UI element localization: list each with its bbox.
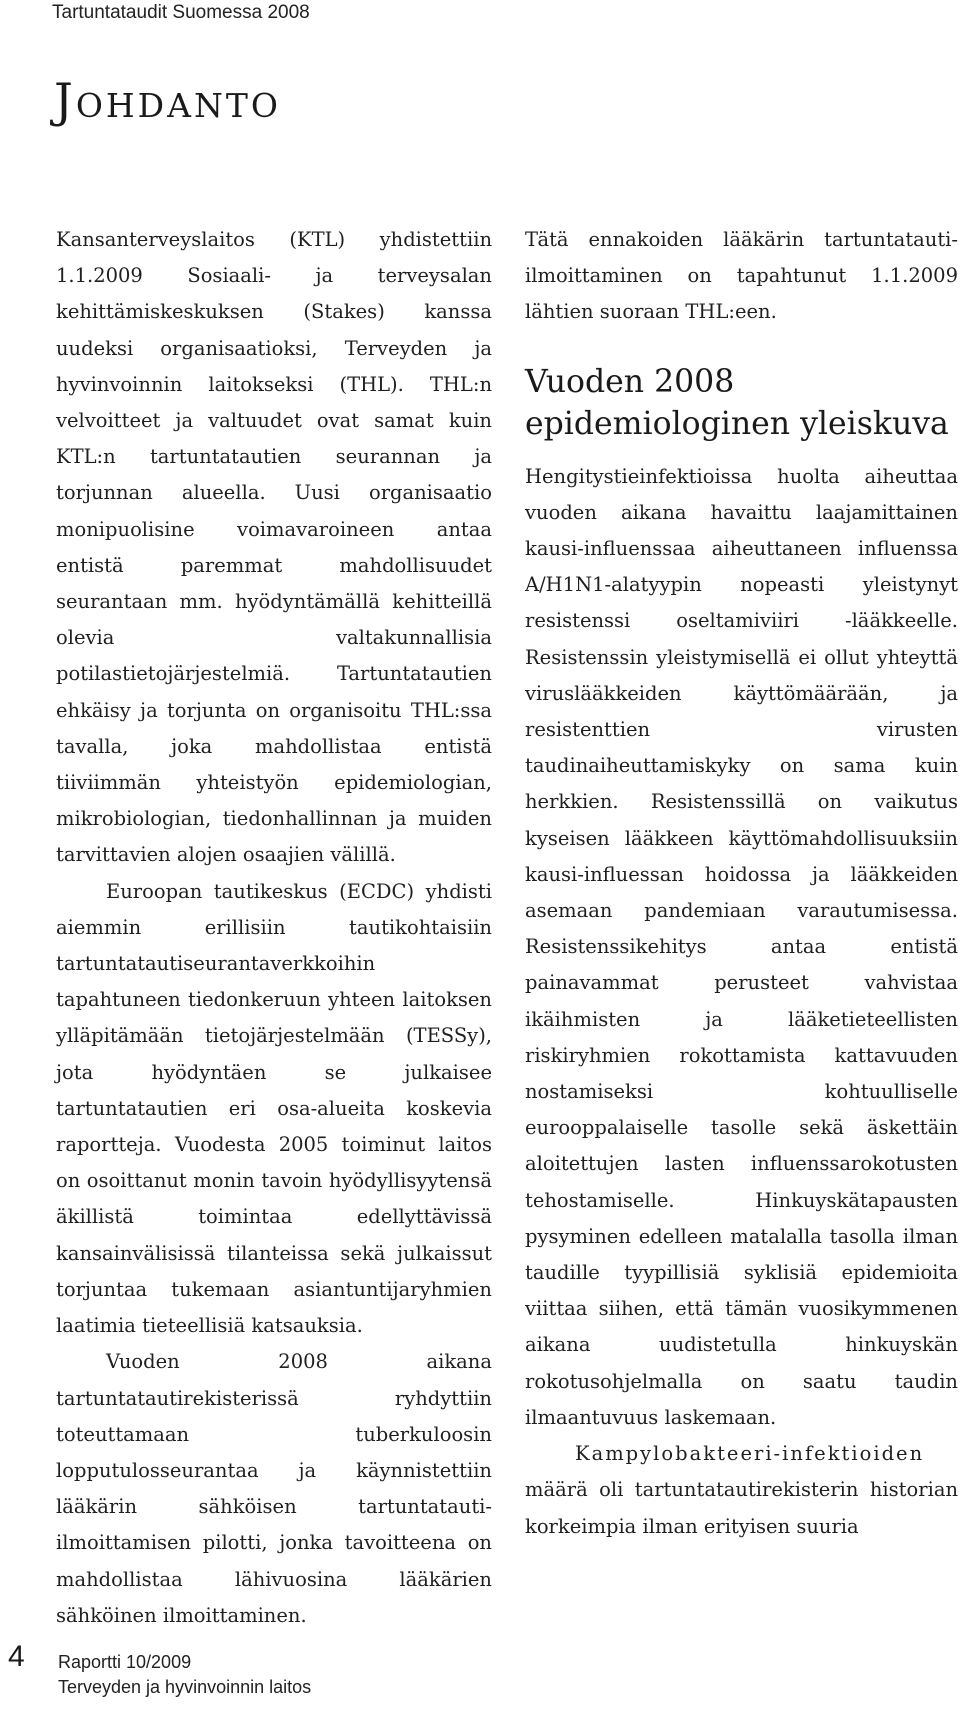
emphasized-lead: Kampylobakteeri-infektioiden bbox=[575, 1442, 925, 1466]
footer-institute: Terveyden ja hyvinvoinnin laitos bbox=[58, 1677, 312, 1697]
paragraph-text: määrä oli tartuntatautirekisterin historian korkeimpia ilman erityisen suuria bbox=[525, 1478, 958, 1538]
body-paragraph: Hengitystieinfektioissa huolta aiheuttaa vuoden aikana havaittu laajamittainen kausi-influenssaa aiheuttaneen influenssa A/H1N1-alatyypin nopeasti yleistynyt resistenssi oseltamiviiri -lääkkeelle. Resistenssin yleistymisellä ei ollut yhteyttä viruslääkkeiden käyttömäärään, ja resistenttien virusten taudinaiheuttamiskyky on sama kuin herkkien. Resistenssillä on vaikutus kyseisen lääkkeen käyttömahdollisuuksiin kausi-influessan hoidossa ja lääkkeiden asemaan pandemiaan varautumisessa. Resistenssikehitys antaa entistä painavammat perusteet vahvistaa ikäihmisten ja lääketieteellisten riskiryhmien rokottamista kattavuuden nostamiseksi kohtuulliselle eurooppalaiselle tasolle sekä äskettäin aloitettujen lasten influenssarokotusten tehostamiselle. Hinkuyskätapausten pysyminen edelleen matalalla tasolla ilman taudille tyypillisiä syklisiä epidemioita viittaa siihen, että tämän vuosikymmenen aikana uudistetulla hinkuyskän rokotusohjelmalla on saatu taudin ilmaantuvuus laskemaan. bbox=[525, 464, 958, 1429]
body-paragraph: Vuoden 2008 aikana tartuntatautirekisterissä ryhdyttiin toteuttamaan tuberkuloosin lopputulosseurantaa ja käynnistettiin lääkärin sähköisen tartuntatauti-ilmoittamisen pilotti, jonka tavoitteena on mahdollistaa lähivuosina lääkärien sähköinen ilmoittaminen. bbox=[56, 1350, 492, 1627]
running-header: Tartuntataudit Suomessa 2008 bbox=[52, 2, 310, 23]
body-paragraph bbox=[525, 1436, 958, 1545]
body-paragraph-continuation: Tätä ennakoiden lääkärin tartuntatauti-ilmoittaminen on tapahtunut 1.1.2009 lähtien suoraan THL:een. bbox=[525, 228, 958, 324]
chapter-title: Johdanto bbox=[54, 74, 281, 129]
section-heading: Vuoden 2008 epidemiologinen yleiskuva bbox=[525, 363, 949, 442]
page-number: 4 bbox=[8, 1640, 25, 1673]
footer bbox=[58, 1650, 311, 1700]
footer-report: Raportti 10/2009 bbox=[58, 1652, 192, 1672]
left-column bbox=[56, 222, 492, 1634]
body-paragraph: Euroopan tautikeskus (ECDC) yhdisti aiemmin erillisiin tautikohtaisiin tartuntatautiseurantaverkkoihin tapahtuneen tiedonkeruun yhteen laitoksen ylläpitämään tietojärjestelmään (TESSy), jota hyödyntäen se julkaisee tartuntatautien eri osa-alueita koskevia raportteja. Vuodesta 2005 toiminut laitos on osoittanut monin tavoin hyödyllisyytensä äkillistä toimintaa edellyttävissä kansainvälisissä tilanteissa sekä julkaissut torjuntaa tukemaan asiantuntijaryhmien laatimia tieteellisiä katsauksia. bbox=[56, 879, 492, 1338]
body-paragraph: Kansanterveyslaitos (KTL) yhdistettiin 1.1.2009 Sosiaali- ja terveysalan kehittämiskeskuksen (Stakes) kanssa uudeksi organisaatioksi, Terveyden ja hyvinvoinnin laitokseksi (THL). THL:n velvoitteet ja valtuudet ovat samat kuin KTL:n tartuntatautien seurannan ja torjunnan alueella. Uusi organisaatio monipuolisine voimavaroineen antaa entistä paremmat mahdollisuudet seurantaan mm. hyödyntämällä kehitteillä olevia valtakunnallisia potilastietojärjestelmiä. Tartuntatautien ehkäisy ja torjunta on organisoitu THL:ssa tavalla, joka mahdollistaa entistä tiiviimmän yhteistyön epidemiologian, mikrobiologian, tiedonhallinnan ja muiden tarvittavien alojen osaajien välillä. bbox=[56, 228, 492, 867]
right-column bbox=[525, 222, 958, 1545]
